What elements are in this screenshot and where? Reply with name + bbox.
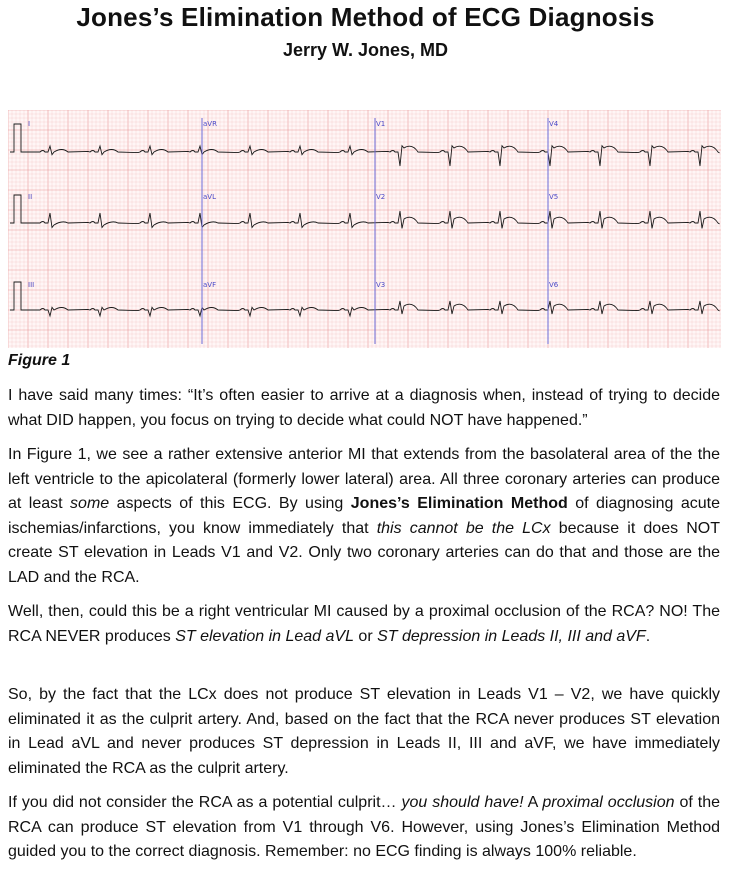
lead-label-ii: II [28, 193, 33, 201]
ecg-figure [8, 110, 721, 348]
lead-label-v5: V5 [549, 193, 559, 201]
author-byline: Jerry W. Jones, MD [282, 40, 449, 60]
lead-label-v1: V1 [376, 120, 386, 128]
lead-label-v2: V2 [376, 193, 386, 201]
lead-label-i: I [28, 120, 31, 128]
lead-label-iii: III [28, 281, 35, 289]
lead-label-avr: aVR [203, 120, 217, 128]
lead-label-avf: aVF [203, 281, 217, 289]
paragraph-1: I have said many times: “It’s often easier to arrive at a diagnosis when, instead of trying to decide what DID happen, you focus on trying to decide what could NOT have happened.” [8, 387, 720, 429]
paragraph-2: In Figure 1, we see a rather extensive anterior MI that extends from the basolateral area of the the left ventricle to the apicolateral (formerly lower lateral) area. All three coronary arteries can produce at least some aspects of this ECG. By using Jones’s Elimination Method of diagnosing acute ischemias/infarctions, you know immediately that this cannot be the LCx because it does NOT create ST elevation in Leads V1 and V2. Only two coronary arteries can do that and those are the LAD and the RCA. [8, 446, 721, 586]
method-name: Jones’s Elimination Method [350, 495, 568, 512]
lead-label-avl: aVL [203, 193, 216, 201]
paragraph-3: Well, then, could this be a right ventricular MI caused by a proximal occlusion of the RCA? NO! The RCA NEVER produces ST elevation in Lead aVL or ST depression in Leads II, III and aVF. [8, 603, 720, 645]
lead-label-v3: V3 [376, 281, 386, 289]
page-title: Jones’s Elimination Method of ECG Diagnosis [76, 2, 655, 32]
ecg-paper [8, 110, 721, 348]
figure-caption: Figure 1 [8, 352, 71, 369]
paragraph-4: So, by the fact that the LCx does not produce ST elevation in Leads V1 – V2, we have quickly eliminated it as the culprit artery. And, based on the fact that the RCA never produces ST elevation in Lead aVL and never produces ST depression in Leads II, III and aVF, we have immediately eliminated the RCA as the culprit artery. [8, 686, 720, 777]
paragraph-5: If you did not consider the RCA as a potential culprit… you should have! A proximal occlusion of the RCA can produce ST elevation from V1 through V6. However, using Jones’s Elimination Method guided you to the correct diagnosis. Remember: no ECG finding is always 100% reliable. [8, 794, 721, 860]
lead-label-v6: V6 [549, 281, 559, 289]
lead-label-v4: V4 [549, 120, 559, 128]
